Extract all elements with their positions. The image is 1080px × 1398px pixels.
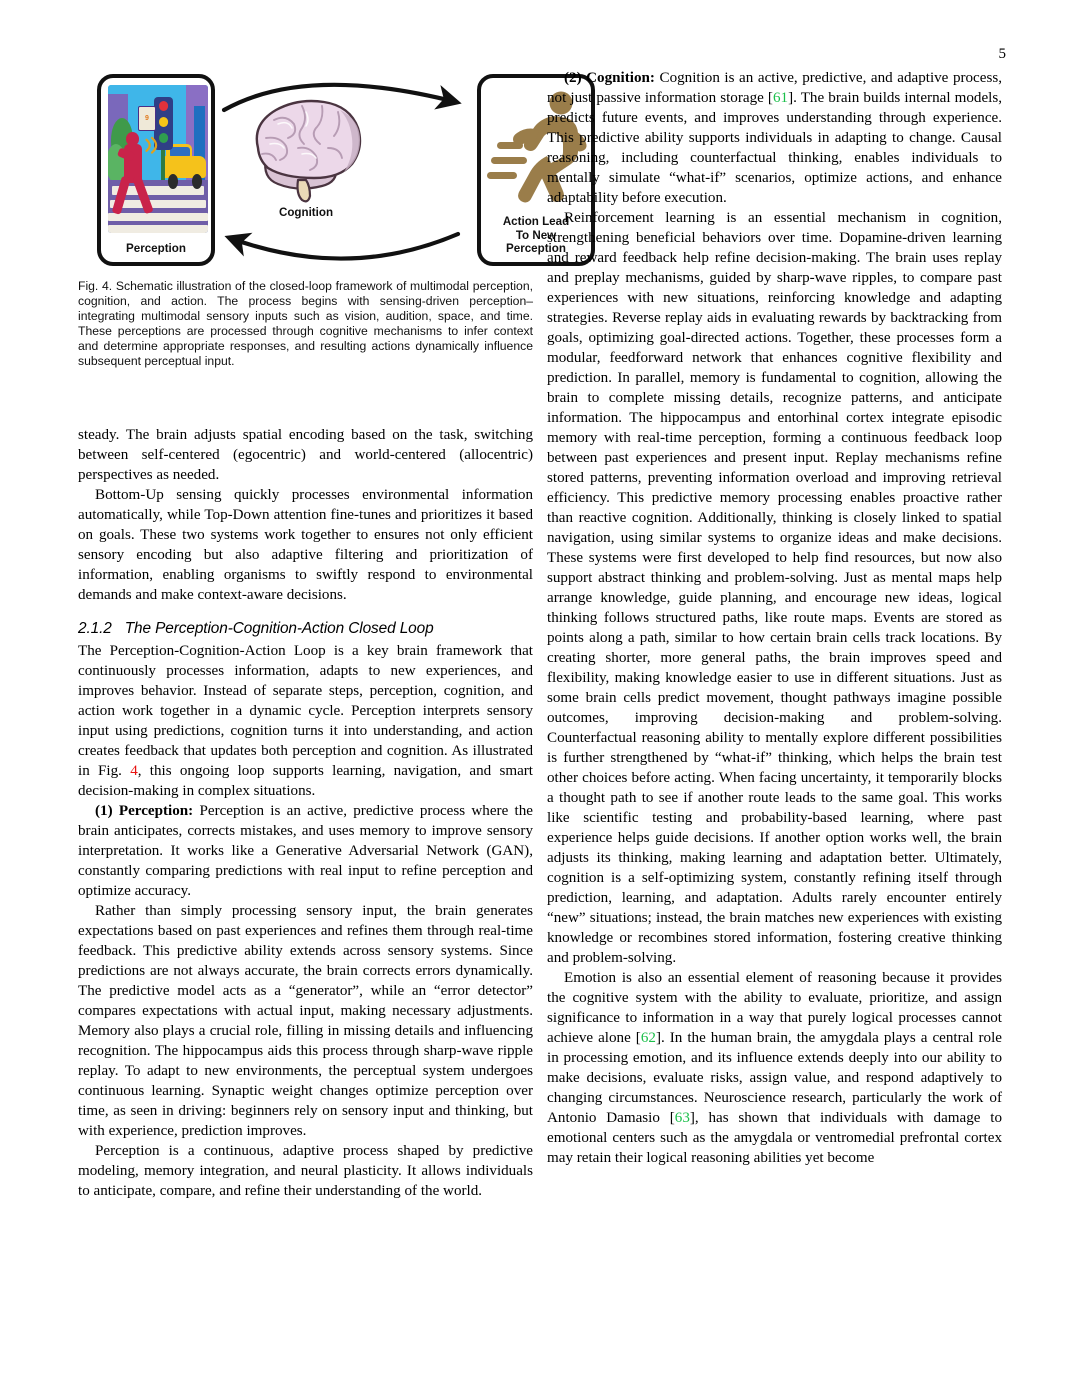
- perception-heading-run-in: (1) Perception:: [95, 803, 194, 819]
- car-wheel: [168, 174, 178, 189]
- brain-icon: [236, 86, 376, 206]
- citation-link-61[interactable]: 61: [772, 90, 789, 106]
- paragraph-steady: steady. The brain adjusts spatial encoding based on the task, switching between self-centered (egocentric) and world-centered (allocentric) perspectives as needed.: [78, 427, 533, 483]
- paragraph-closed-loop-part-b: , this ongoing loop supports learning, navigation, and smart decision-making in complex situations.: [78, 763, 533, 799]
- cognition-body-part-a: Cognition is an active, predictive, and adaptive process, not just passive information storage [: [547, 70, 1002, 106]
- figure-artwork: [78, 66, 570, 271]
- paragraph-closed-loop: [78, 641, 533, 801]
- emotion-body-part-b: ]. In the human brain, the amygdala plays a central role in processing emotion, and its influence extends deeply into our ability to make decisions, evaluate risks, assign value, and respond adaptively to changing circumstances. Neuroscience research, particularly the work of Antonio Damasio [: [547, 1030, 1002, 1126]
- traffic-light-red: [159, 101, 169, 111]
- perception-panel-label: Perception: [126, 241, 186, 255]
- left-column: [78, 425, 533, 1201]
- citation-link-63[interactable]: 63: [674, 1110, 690, 1126]
- action-label-line-2: To New: [515, 228, 557, 242]
- figure-caption: Fig. 4. Schematic illustration of the closed-loop framework of multimodal perception, cognition, and action. The process begins with sensing-driven perception–integrating multimodal sensory inputs such as vision, audition, space, and time. These perceptions are processed through cognitive mechanisms to infer context and determine appropriate responses, and resulting actions dynamically influence subsequent perceptual input.: [78, 279, 533, 369]
- action-label-line-1: Action Lead: [502, 215, 570, 229]
- paragraph-rather-than: Rather than simply processing sensory input, the brain generates expectations based on past experiences and refines them through real-time feedback. This predictive ability extends across sensory systems. Since predictions are not always accurate, the brain corrects errors dynamically. The predictive model acts as a “generator”, while an “error detector” compares expectations with actual input, making necessary adjustments. Memory also plays a crucial role, filling in missing details and influencing recognition. The hippocampus aids this process through sharp-wave ripple replay. To adapt to new environments, the perceptual system undergoes continuous learning. Synaptic weight changes optimize perception over time, as seen in driving: beginners rely on sensory input and thinking, but with experience, prediction improves.: [78, 903, 533, 1139]
- paragraph-reinforcement-learning: Reinforcement learning is an essential mechanism in cognition, strengthening beneficial behaviors over time. Dopamine-driven learning and reward feedback help refine decision-making. The brain uses replay and preplay mechanisms, guided by sharp-wave ripples, to compare past experiences with new situations, reinforcing knowledge and adapting strategies. Reverse replay aids in evaluating rewards by backtracking from goals, optimizing goal-directed actions. Together, these processes form a modular, feedforward network that enhances cognitive flexibility and prediction. In parallel, memory is fundamental to cognition, allowing the brain to complete missing details, recognize patterns, and anticipate information. The hippocampus and entorhinal cortex integrate episodic memory with real-time perception, forming a continuous feedback loop between past experiences and present input. Replay mechanisms refine stored patterns, preventing information overload and improving retrieval efficiency. This predictive memory processing enables proactive rather than reactive cognition. Additionally, thinking is closely linked to spatial navigation, using similar systems to organize ideas and make decisions. These systems were first developed to help find resources, but now also support abstract thinking and problem-solving. Just as mental maps help arrange knowledge, guide planning, and encourage new ideas, logical thinking follows structured paths, like route maps. Events are stored as points along a path, similar to how certain brain cells track locations. By creating shorter, more general paths, the brain improves speed and flexibility, making knowledge easier to use in different situations. Just as some brain cells predict movement, thought pathways imagine possible outcomes, improving decision-making and problem-solving. Counterfactual reasoning ability to mentally explore different possibilities is further strengthened by “what-if” thinking, which helps the brain test other choices before acting. When facing uncertainty, it temporarily blocks a thought path to see if another route leads to the same goal. This works like scientific testing and probability-based learning, where past experience helps guide decisions. If another option works well, the brain adjusts its thinking, making learning and adaptation better. Ultimately, cognition is a self-optimizing system, constantly refining itself through prediction, learning, and adaptation. Adults rarely encounter entirely “new” situations; instead, the brain matches new experiences with existing knowledge or recombines stored information, fostering creative thinking and problem-solving.: [547, 210, 1002, 966]
- section-heading-2-1-2: [78, 619, 533, 639]
- figure-reference-link[interactable]: 4: [130, 763, 138, 779]
- crosswalk-stripe: [108, 213, 208, 221]
- page-number: 5: [998, 46, 1006, 62]
- crosswalk-stripe: [108, 225, 208, 233]
- paragraph-perception-continuous: Perception is a continuous, adaptive process shaped by predictive modeling, memory integration, and neural plasticity. It allows individuals to anticipate, compare, and refine their understanding of the world.: [78, 1143, 533, 1199]
- right-column: [547, 68, 1002, 1168]
- paragraph-bottom-up: Bottom-Up sensing quickly processes environmental information automatically, while Top-Down attention fine-tunes and prioritizes it based on goals. These two systems work together to ensures not only efficient sensory encoding but also adaptive filtering and prioritization of information, enabling organisms to swiftly respond to environmental demands and make context-aware decisions.: [78, 487, 533, 603]
- traffic-light-yellow: [159, 117, 169, 127]
- section-number: 2.1.2: [78, 620, 112, 637]
- paragraph-cognition: [547, 68, 1002, 208]
- brain-illustration: [236, 86, 376, 206]
- city-scene-illustration: [108, 85, 208, 233]
- figure-4: [78, 66, 570, 370]
- action-label-line-3: Perception: [506, 241, 566, 255]
- paragraph-perception: [78, 801, 533, 901]
- paragraph-emotion: [547, 968, 1002, 1168]
- citation-link-62[interactable]: 62: [640, 1030, 656, 1046]
- emotion-body-part-a: Emotion is also an essential element of reasoning because it provides the cognitive system with the ability to evaluate, prioritize, and assign significance to information in a way that purely logical processes cannot achieve alone [: [547, 970, 1002, 1046]
- arrow-action-to-perception: [230, 234, 458, 259]
- section-title: The Perception-Cognition-Action Closed Loop: [124, 620, 434, 637]
- perception-body-text: Perception is an active, predictive process where the brain anticipates, corrects mistakes, and uses memory to improve sensory interpretation. It works like a Generative Adversarial Network (GAN), constantly comparing predictions with real input to refine perception and optimize accuracy.: [78, 803, 533, 899]
- cognition-heading-run-in: (2) Cognition:: [564, 70, 655, 86]
- traffic-light-countdown: 9: [138, 106, 156, 132]
- paragraph-closed-loop-part-a: The Perception-Cognition-Action Loop is a key brain framework that continuously processes information, adapts to new experiences, and improves behavior. Instead of separate steps, perception, cognition, and action work together in a dynamic cycle. Perception interprets sensory input using predictions, cognition turns it into understanding, and action creates feedback that updates both perception and cognition. As illustrated in Fig.: [78, 643, 533, 779]
- emotion-body-part-c: ], has shown that individuals with damage to emotional centers such as the amygdala or ventromedial prefrontal cortex may retain their logical reasoning abilities yet become: [547, 1110, 1002, 1166]
- car-wheel: [192, 174, 202, 189]
- cognition-body-part-b: ]. The brain builds internal models, predicts future events, and improves understanding through experience. This predictive ability supports individuals in adapting to change. Causal reasoning, including counterfactual thinking, enables individuals to mentally simulate “what-if” scenarios, optimize actions, and enhance adaptability before execution.: [547, 90, 1002, 206]
- cognition-label: Cognition: [278, 206, 334, 219]
- sound-wave-icon: [141, 129, 163, 162]
- panel-perception: [97, 74, 215, 266]
- crosswalk-stripe: [110, 200, 206, 208]
